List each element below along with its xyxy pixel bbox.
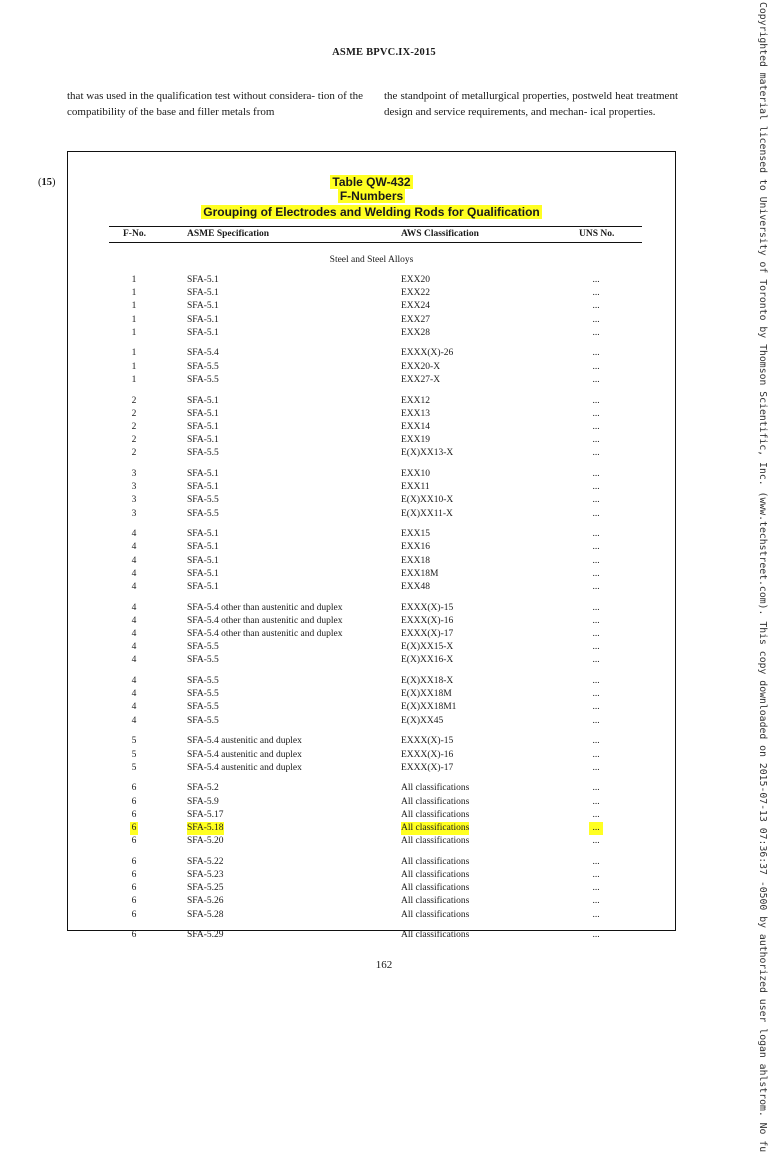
table-row xyxy=(68,274,675,287)
asme-spec-cell: SFA-5.1 xyxy=(187,482,219,493)
aws-class-cell: EXXX(X)-17 xyxy=(401,762,454,773)
fno-cell: 4 xyxy=(131,702,137,713)
asme-spec-cell: SFA-5.5 xyxy=(187,676,219,687)
aws-class-cell: All classifications xyxy=(401,856,470,867)
uns-cell: ... xyxy=(592,275,600,285)
table-row xyxy=(68,395,675,408)
aws-class-cell: EXX20-X xyxy=(401,361,441,372)
asme-spec-cell: SFA-5.1 xyxy=(187,395,219,406)
asme-spec-cell: SFA-5.4 other than austenitic and duplex xyxy=(187,602,343,613)
uns-cell: ... xyxy=(592,676,600,687)
intro-paragraph-left: that was used in the qualification test without considera- tion of the compatibility of the base and filler metals from xyxy=(67,90,364,118)
aws-class-cell: E(X)XX15-X xyxy=(401,642,454,653)
asme-spec-cell: SFA-5.1 xyxy=(187,555,219,566)
asme-spec-cell: SFA-5.1 xyxy=(187,421,219,432)
uns-cell: ... xyxy=(592,468,600,479)
copyright-watermark xyxy=(756,0,770,1152)
uns-cell: ... xyxy=(592,796,600,807)
asme-spec-cell: SFA-5.5 xyxy=(187,361,219,372)
table-row xyxy=(68,541,675,554)
table-row xyxy=(68,869,675,882)
fno-cell: 6 xyxy=(131,870,137,880)
asme-spec-cell: SFA-5.1 xyxy=(187,327,219,338)
table-row xyxy=(68,602,675,615)
uns-cell: ... xyxy=(592,374,600,385)
aws-class-cell: All classifications xyxy=(401,822,469,835)
aws-class-cell: All classifications xyxy=(401,870,470,880)
table-row xyxy=(68,347,675,360)
fno-cell: 2 xyxy=(131,421,137,432)
uns-cell: ... xyxy=(592,568,600,579)
aws-class-cell: EXX28 xyxy=(401,327,431,338)
fno-cell: 6 xyxy=(131,930,137,941)
uns-cell: ... xyxy=(589,822,603,835)
aws-class-cell: All classifications xyxy=(401,883,470,894)
fno-cell: 1 xyxy=(131,314,137,325)
uns-cell: ... xyxy=(592,542,600,553)
uns-cell: ... xyxy=(592,715,600,726)
aws-class-cell: EXXX(X)-17 xyxy=(401,629,454,639)
fno-cell: 5 xyxy=(131,762,137,773)
aws-class-cell: E(X)XX10-X xyxy=(401,495,454,506)
asme-spec-cell: SFA-5.5 xyxy=(187,655,219,666)
fno-cell: 6 xyxy=(131,809,137,820)
aws-class-cell: EXX15 xyxy=(401,529,431,540)
fno-cell: 1 xyxy=(131,327,137,338)
asme-spec-cell: SFA-5.5 xyxy=(187,374,219,385)
uns-cell: ... xyxy=(592,930,600,941)
aws-class-cell: EXX16 xyxy=(401,542,431,553)
fno-cell: 2 xyxy=(131,408,137,419)
aws-class-cell: EXXX(X)-16 xyxy=(401,615,454,626)
asme-spec-cell: SFA-5.5 xyxy=(187,495,219,506)
asme-spec-cell: SFA-5.1 xyxy=(187,288,219,299)
table-title xyxy=(68,175,675,189)
asme-spec-cell: SFA-5.1 xyxy=(187,275,219,285)
table-row xyxy=(68,675,675,688)
aws-class-cell: E(X)XX11-X xyxy=(401,508,453,519)
fno-cell: 6 xyxy=(131,783,137,794)
table-row xyxy=(68,447,675,460)
uns-cell: ... xyxy=(592,909,600,920)
fno-cell: 4 xyxy=(131,602,137,613)
asme-spec-cell: SFA-5.4 xyxy=(187,348,219,359)
fno-cell: 4 xyxy=(131,568,137,579)
fno-cell: 1 xyxy=(131,348,137,359)
table-row xyxy=(68,508,675,521)
table-row xyxy=(68,568,675,581)
uns-cell: ... xyxy=(592,689,600,700)
fno-cell: 1 xyxy=(131,374,137,385)
aws-class-cell: All classifications xyxy=(401,796,470,807)
aws-class-cell: EXX24 xyxy=(401,301,431,312)
fno-cell: 1 xyxy=(131,301,137,312)
uns-cell: ... xyxy=(592,301,600,312)
fno-cell: 4 xyxy=(131,555,137,566)
table-row xyxy=(68,654,675,667)
uns-cell: ... xyxy=(592,736,600,747)
asme-spec-cell: SFA-5.2 xyxy=(187,783,219,794)
table-row xyxy=(68,715,675,728)
header-top-rule xyxy=(109,226,642,227)
uns-cell: ... xyxy=(592,629,600,639)
table-row xyxy=(68,287,675,300)
col-header-uns: UNS No. xyxy=(579,229,615,239)
fno-cell: 3 xyxy=(131,508,137,519)
aws-class-cell: EXX10 xyxy=(401,468,431,479)
table-row xyxy=(68,641,675,654)
fno-cell: 2 xyxy=(131,448,137,459)
asme-spec-cell: SFA-5.1 xyxy=(187,435,219,446)
table-row xyxy=(68,615,675,628)
fno-cell: 4 xyxy=(131,689,137,700)
table-row xyxy=(68,528,675,541)
uns-cell: ... xyxy=(592,395,600,406)
asme-spec-cell: SFA-5.5 xyxy=(187,715,219,726)
uns-cell: ... xyxy=(592,361,600,372)
table-row xyxy=(68,300,675,313)
table-row xyxy=(68,929,675,942)
table-row xyxy=(68,735,675,748)
uns-cell: ... xyxy=(592,896,600,907)
fno-cell: 1 xyxy=(131,275,137,285)
fno-cell: 4 xyxy=(131,529,137,540)
asme-spec-cell: SFA-5.4 austenitic and duplex xyxy=(187,762,302,773)
uns-cell: ... xyxy=(592,749,600,760)
header-bottom-rule xyxy=(109,242,642,243)
uns-cell: ... xyxy=(592,482,600,493)
asme-spec-cell: SFA-5.5 xyxy=(187,702,219,713)
aws-class-cell: EXXX(X)-16 xyxy=(401,749,454,760)
aws-class-cell: EXX27 xyxy=(401,314,431,325)
uns-cell: ... xyxy=(592,870,600,880)
table-row xyxy=(68,701,675,714)
fno-cell: 5 xyxy=(131,749,137,760)
aws-class-cell: EXX18 xyxy=(401,555,431,566)
asme-spec-cell: SFA-5.5 xyxy=(187,448,219,459)
asme-spec-cell: SFA-5.1 xyxy=(187,314,219,325)
fno-cell: 3 xyxy=(131,482,137,493)
table-row xyxy=(68,909,675,922)
asme-spec-cell: SFA-5.1 xyxy=(187,301,219,312)
uns-cell: ... xyxy=(592,615,600,626)
asme-spec-cell: SFA-5.20 xyxy=(187,836,224,847)
aws-class-cell: E(X)XX13-X xyxy=(401,448,454,459)
fno-cell: 6 xyxy=(131,796,137,807)
fno-cell: 4 xyxy=(131,629,137,639)
asme-spec-cell: SFA-5.1 xyxy=(187,529,219,540)
aws-class-cell: EXXX(X)-15 xyxy=(401,602,454,613)
table-row xyxy=(68,749,675,762)
table-row xyxy=(68,809,675,822)
uns-cell: ... xyxy=(592,856,600,867)
col-header-aws: AWS Classification xyxy=(401,229,479,239)
uns-cell: ... xyxy=(592,288,600,299)
table-body xyxy=(68,274,675,942)
table-row xyxy=(68,421,675,434)
uns-cell: ... xyxy=(592,883,600,894)
asme-spec-cell: SFA-5.4 austenitic and duplex xyxy=(187,749,302,760)
fno-cell: 4 xyxy=(131,676,137,687)
fno-cell: 1 xyxy=(131,288,137,299)
table-row xyxy=(68,688,675,701)
table-row xyxy=(68,314,675,327)
fno-cell: 2 xyxy=(131,435,137,446)
table-row xyxy=(68,581,675,594)
table-row xyxy=(68,628,675,641)
fno-cell: 4 xyxy=(131,642,137,653)
aws-class-cell: EXXX(X)-26 xyxy=(401,348,454,359)
uns-cell: ... xyxy=(592,529,600,540)
table-row xyxy=(68,374,675,387)
section-heading: Steel and Steel Alloys xyxy=(329,255,414,265)
aws-class-cell: All classifications xyxy=(401,783,470,794)
fno-cell: 4 xyxy=(131,615,137,626)
uns-cell: ... xyxy=(592,642,600,653)
table-caption-text: Grouping of Electrodes and Welding Rods for Qualification xyxy=(203,205,540,219)
aws-class-cell: EXX27-X xyxy=(401,374,441,385)
asme-spec-cell: SFA-5.4 austenitic and duplex xyxy=(187,736,302,747)
fno-cell: 6 xyxy=(131,836,137,847)
uns-cell: ... xyxy=(592,421,600,432)
table-row xyxy=(68,796,675,809)
aws-class-cell: EXX22 xyxy=(401,288,431,299)
aws-class-cell: E(X)XX45 xyxy=(401,715,444,726)
aws-class-cell: All classifications xyxy=(401,930,470,941)
table-row xyxy=(68,327,675,340)
uns-cell: ... xyxy=(592,435,600,446)
table-title-text: Table QW-432 xyxy=(332,175,411,189)
uns-cell: ... xyxy=(592,314,600,325)
col-header-asme: ASME Specification xyxy=(187,229,270,239)
aws-class-cell: EXX48 xyxy=(401,581,431,592)
table-subtitle-text: F-Numbers xyxy=(339,189,404,203)
uns-cell: ... xyxy=(592,348,600,359)
aws-class-cell: E(X)XX18M1 xyxy=(401,702,457,713)
asme-spec-cell: SFA-5.25 xyxy=(187,883,224,894)
fno-cell: 3 xyxy=(131,468,137,479)
aws-class-cell: EXX11 xyxy=(401,482,430,493)
table-row xyxy=(68,835,675,848)
fno-cell: 6 xyxy=(131,896,137,907)
table-qw-432 xyxy=(67,151,676,941)
running-header: ASME BPVC.IX-2015 xyxy=(332,47,436,58)
intro-paragraph-right: the standpoint of metallurgical properties, postweld heat treatment design and service requirements, and mechan- ical properties. xyxy=(384,90,678,118)
fno-cell: 1 xyxy=(131,361,137,372)
uns-cell: ... xyxy=(592,783,600,794)
aws-class-cell: EXX12 xyxy=(401,395,431,406)
aws-class-cell: EXX19 xyxy=(401,435,431,446)
asme-spec-cell: SFA-5.5 xyxy=(187,642,219,653)
fno-cell: 6 xyxy=(131,909,137,920)
asme-spec-cell: SFA-5.22 xyxy=(187,856,224,867)
uns-cell: ... xyxy=(592,702,600,713)
aws-class-cell: E(X)XX16-X xyxy=(401,655,454,666)
table-row xyxy=(68,895,675,908)
table-row xyxy=(68,762,675,775)
aws-class-cell: EXX13 xyxy=(401,408,431,419)
aws-class-cell: EXX18M xyxy=(401,568,439,579)
uns-cell: ... xyxy=(592,655,600,666)
watermark-text: Copyrighted material licensed to University of Toronto by Thomson Scientific, Inc. (www.techstreet.com). This copy downloaded on 2015-07-13 07:36:37 -0500 by authorized user logan ahlstrom. No fu xyxy=(757,2,768,1152)
asme-spec-cell: SFA-5.23 xyxy=(187,870,224,880)
aws-class-cell: All classifications xyxy=(401,909,470,920)
table-row xyxy=(68,882,675,895)
aws-class-cell: All classifications xyxy=(401,809,470,820)
asme-spec-cell: SFA-5.5 xyxy=(187,689,219,700)
asme-spec-cell: SFA-5.17 xyxy=(187,809,224,820)
table-subtitle xyxy=(68,189,675,203)
asme-spec-cell: SFA-5.1 xyxy=(187,468,219,479)
asme-spec-cell: SFA-5.26 xyxy=(187,896,224,907)
fno-cell: 6 xyxy=(131,883,137,894)
col-header-fno: F-No. xyxy=(123,229,146,239)
fno-cell: 6 xyxy=(131,856,137,867)
table-row xyxy=(68,822,675,835)
fno-cell: 3 xyxy=(131,495,137,506)
asme-spec-cell: SFA-5.28 xyxy=(187,909,224,920)
aws-class-cell: E(X)XX18M xyxy=(401,689,452,700)
uns-cell: ... xyxy=(592,836,600,847)
uns-cell: ... xyxy=(592,327,600,338)
aws-class-cell: EXX20 xyxy=(401,275,431,285)
table-row xyxy=(68,481,675,494)
table-row xyxy=(68,361,675,374)
asme-spec-cell: SFA-5.9 xyxy=(187,796,219,807)
table-row xyxy=(68,434,675,447)
fno-cell: 4 xyxy=(131,542,137,553)
fno-cell: 4 xyxy=(131,655,137,666)
asme-spec-cell: SFA-5.1 xyxy=(187,408,219,419)
table-row xyxy=(68,782,675,795)
table-row xyxy=(68,408,675,421)
asme-spec-cell: SFA-5.1 xyxy=(187,568,219,579)
fno-cell: 4 xyxy=(131,581,137,592)
fno-cell: 5 xyxy=(131,736,137,747)
aws-class-cell: All classifications xyxy=(401,836,470,847)
asme-spec-cell: SFA-5.1 xyxy=(187,542,219,553)
aws-class-cell: EXX14 xyxy=(401,421,431,432)
uns-cell: ... xyxy=(592,762,600,773)
uns-cell: ... xyxy=(592,448,600,459)
fno-cell: 2 xyxy=(131,395,137,406)
table-row xyxy=(68,468,675,481)
aws-class-cell: E(X)XX18-X xyxy=(401,676,454,687)
revision-tag-number: 15 xyxy=(41,177,52,188)
table-row xyxy=(68,856,675,869)
uns-cell: ... xyxy=(592,495,600,506)
fno-cell: 6 xyxy=(130,822,138,835)
table-caption xyxy=(68,205,675,219)
asme-spec-cell: SFA-5.18 xyxy=(187,822,224,835)
uns-cell: ... xyxy=(592,508,600,519)
uns-cell: ... xyxy=(592,581,600,592)
uns-cell: ... xyxy=(592,555,600,566)
uns-cell: ... xyxy=(592,809,600,820)
page-number: 162 xyxy=(375,959,393,971)
revision-tag: (15) xyxy=(38,177,56,188)
asme-spec-cell: SFA-5.5 xyxy=(187,508,219,519)
uns-cell: ... xyxy=(592,408,600,419)
table-row xyxy=(68,494,675,507)
aws-class-cell: EXXX(X)-15 xyxy=(401,736,454,747)
fno-cell: 4 xyxy=(131,715,137,726)
asme-spec-cell: SFA-5.4 other than austenitic and duplex xyxy=(187,615,343,626)
aws-class-cell: All classifications xyxy=(401,896,470,907)
uns-cell: ... xyxy=(592,602,600,613)
asme-spec-cell: SFA-5.29 xyxy=(187,930,224,941)
asme-spec-cell: SFA-5.4 other than austenitic and duplex xyxy=(187,629,343,639)
table-row xyxy=(68,555,675,568)
asme-spec-cell: SFA-5.1 xyxy=(187,581,219,592)
